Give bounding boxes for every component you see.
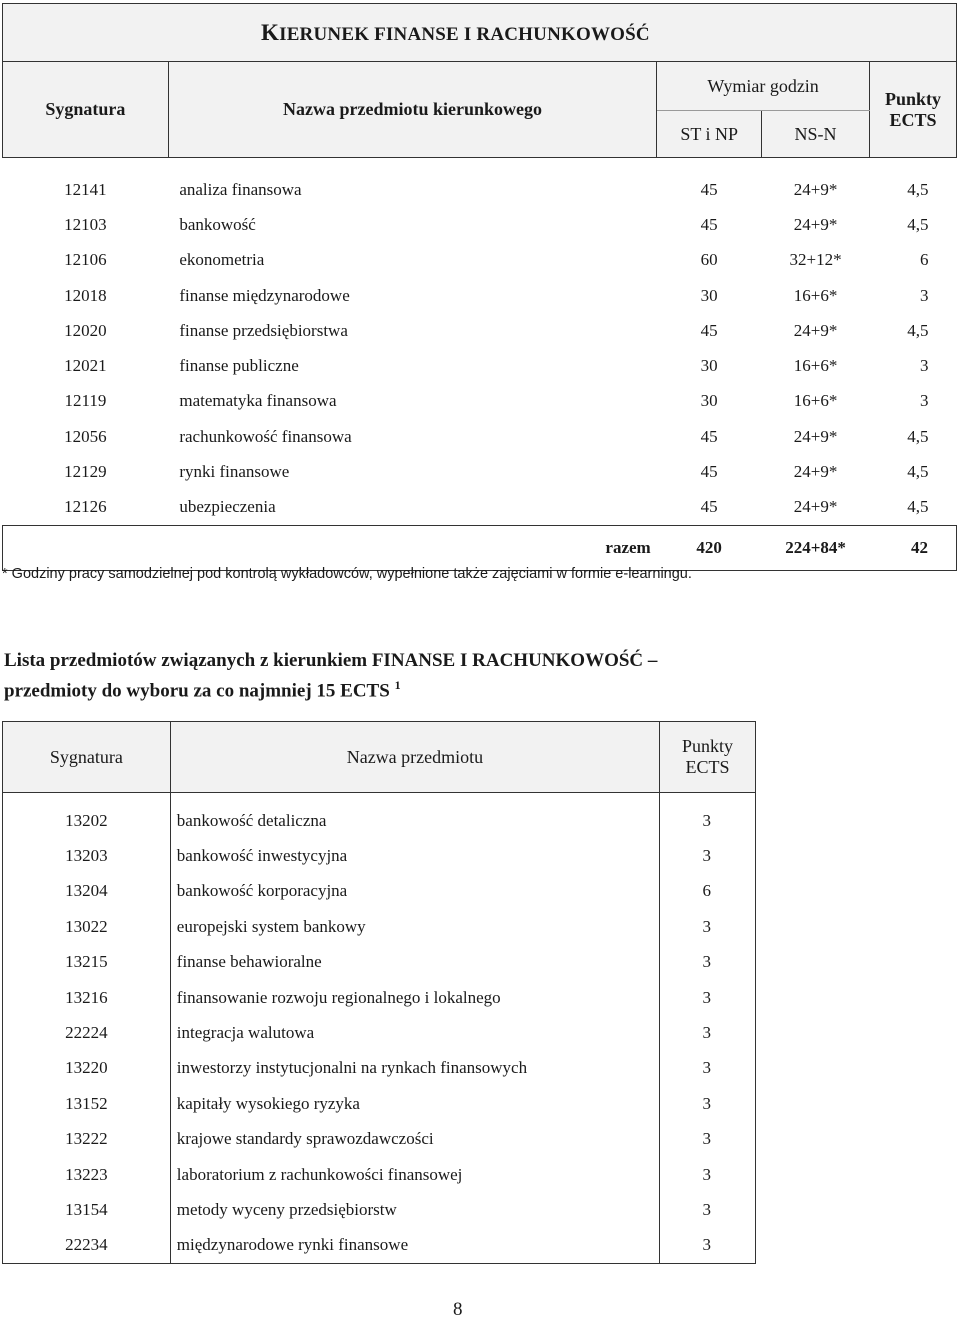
row-subject-name: europejski system bankowy xyxy=(170,909,659,944)
header-signature: Sygnatura xyxy=(3,62,169,158)
total-ects: 42 xyxy=(870,525,957,570)
row-signature: 12018 xyxy=(64,285,107,305)
row-subject-name: finanse przedsiębiorstwa xyxy=(179,320,348,340)
row-subject-name: ekonometria xyxy=(179,250,265,270)
total-ns-n: 224+84* xyxy=(762,525,870,570)
row-st-np: 60 xyxy=(700,250,718,270)
row-ns-n: 32+12* xyxy=(789,250,842,270)
row-subject-name: rynki finansowe xyxy=(179,462,290,482)
row-subject-name: laboratorium z rachunkowości finansowej xyxy=(170,1157,659,1192)
row-signature: 12103 xyxy=(64,214,107,234)
header-subject-name: Nazwa przedmiotu kierunkowego xyxy=(168,62,656,158)
row-ects: 4,5 xyxy=(907,497,929,517)
table-row xyxy=(3,1192,756,1227)
core-subjects-table xyxy=(2,3,957,571)
row-signature: 12056 xyxy=(64,426,107,446)
row-ects: 6 xyxy=(920,250,929,270)
header-ects-2: Punkty ECTS xyxy=(660,722,756,793)
table-row xyxy=(3,980,756,1015)
table-row xyxy=(3,158,957,208)
table-row xyxy=(3,1122,756,1157)
row-subject-name: metody wyceny przedsiębiorstw xyxy=(170,1192,659,1227)
row-ects: 3 xyxy=(660,1157,756,1192)
row-subject-name: finansowanie rozwoju regionalnego i lokalnego xyxy=(170,980,659,1015)
row-signature: 12021 xyxy=(64,356,107,376)
row-signature: 13154 xyxy=(3,1192,171,1227)
table-row xyxy=(3,909,756,944)
row-ects: 3 xyxy=(660,980,756,1015)
table-row xyxy=(3,207,957,242)
elective-title-line1: Lista przedmiotów związanych z kierunkiem FINANSE I RACHUNKOWOŚĆ – xyxy=(4,650,658,671)
table-title: KIERUNEK FINANSE I RACHUNKOWOŚĆ xyxy=(3,4,957,62)
row-ects: 3 xyxy=(660,1051,756,1086)
row-ns-n: 24+9* xyxy=(793,497,838,517)
row-ects: 4,5 xyxy=(907,214,929,234)
row-ns-n: 24+9* xyxy=(793,179,838,199)
header-subject-name-2: Nazwa przedmiotu xyxy=(170,722,659,793)
row-signature: 22234 xyxy=(3,1228,171,1264)
row-subject-name: bankowość xyxy=(179,214,256,234)
row-ects: 3 xyxy=(660,838,756,873)
row-ects: 6 xyxy=(660,874,756,909)
row-ects: 3 xyxy=(660,909,756,944)
row-subject-name: matematyka finansowa xyxy=(179,391,337,411)
row-signature: 13220 xyxy=(3,1051,171,1086)
row-st-np: 30 xyxy=(700,356,718,376)
row-subject-name: finanse behawioralne xyxy=(170,945,659,980)
table-row xyxy=(3,348,957,383)
row-ects: 3 xyxy=(920,356,929,376)
header-hours: Wymiar godzin xyxy=(657,62,870,111)
row-ects: 3 xyxy=(660,1228,756,1264)
row-signature: 13215 xyxy=(3,945,171,980)
row-st-np: 30 xyxy=(700,285,718,305)
header-signature-2: Sygnatura xyxy=(3,722,171,793)
row-signature: 12129 xyxy=(64,462,107,482)
row-ects: 4,5 xyxy=(907,320,929,340)
row-subject-name: finanse międzynarodowe xyxy=(179,285,350,305)
table-row xyxy=(3,454,957,489)
row-signature: 22224 xyxy=(3,1015,171,1050)
row-signature: 13202 xyxy=(3,793,171,839)
page-number: 8 xyxy=(453,1299,463,1320)
row-st-np: 30 xyxy=(700,391,718,411)
row-subject-name: krajowe standardy sprawozdawczości xyxy=(170,1122,659,1157)
row-subject-name: bankowość detaliczna xyxy=(170,793,659,839)
row-st-np: 45 xyxy=(700,320,718,340)
table-row xyxy=(3,793,756,839)
row-ns-n: 16+6* xyxy=(793,391,838,411)
row-signature: 13022 xyxy=(3,909,171,944)
row-subject-name: inwestorzy instytucjonalni na rynkach finansowych xyxy=(170,1051,659,1086)
elective-list-title xyxy=(4,649,924,703)
table-row xyxy=(3,838,756,873)
row-subject-name: finanse publiczne xyxy=(179,356,299,376)
elective-title-line2: przedmioty do wyboru za co najmniej 15 ECTS $^1$ xyxy=(4,678,401,702)
table-row xyxy=(3,278,957,313)
row-ns-n: 24+9* xyxy=(793,214,838,234)
row-signature: 13216 xyxy=(3,980,171,1015)
row-ects: 4,5 xyxy=(907,179,929,199)
row-signature: 12020 xyxy=(64,320,107,340)
row-ns-n: 24+9* xyxy=(793,320,838,340)
total-st-np: 420 xyxy=(657,525,762,570)
core-subjects-body xyxy=(3,158,957,526)
row-st-np: 45 xyxy=(700,462,718,482)
table-row xyxy=(3,1051,756,1086)
table-row xyxy=(3,874,756,909)
row-signature: 13152 xyxy=(3,1086,171,1121)
table-row xyxy=(3,384,957,419)
total-label: razem xyxy=(3,525,657,570)
row-ects: 3 xyxy=(660,1192,756,1227)
table-row xyxy=(3,1157,756,1192)
table-row xyxy=(3,313,957,348)
table-row xyxy=(3,490,957,526)
row-signature: 13204 xyxy=(3,874,171,909)
table-row xyxy=(3,243,957,278)
row-ects: 4,5 xyxy=(907,462,929,482)
table-row xyxy=(3,1228,756,1264)
table-row xyxy=(3,1015,756,1050)
row-subject-name: kapitały wysokiego ryzyka xyxy=(170,1086,659,1121)
row-ns-n: 24+9* xyxy=(793,462,838,482)
row-signature: 12106 xyxy=(64,250,107,270)
row-ects: 3 xyxy=(660,793,756,839)
row-signature: 12141 xyxy=(64,179,107,199)
elective-subjects-body xyxy=(3,793,756,1264)
row-st-np: 45 xyxy=(700,426,718,446)
row-ects: 3 xyxy=(660,945,756,980)
row-ects: 4,5 xyxy=(907,426,929,446)
row-ns-n: 24+9* xyxy=(793,426,838,446)
footnote: * Godziny pracy samodzielnej pod kontrolą wykładowców, wypełnione także zajęciami w formie e-learningu. xyxy=(2,566,692,582)
row-st-np: 45 xyxy=(700,497,718,517)
row-ects: 3 xyxy=(920,391,929,411)
footnote-mark: 1 xyxy=(394,678,401,692)
row-subject-name: analiza finansowa xyxy=(179,179,302,199)
elective-subjects-table xyxy=(2,721,756,1264)
row-subject-name: rachunkowość finansowa xyxy=(179,426,352,446)
row-ns-n: 16+6* xyxy=(793,356,838,376)
row-signature: 12126 xyxy=(64,497,107,517)
row-ns-n: 16+6* xyxy=(793,285,838,305)
table-row xyxy=(3,945,756,980)
row-st-np: 45 xyxy=(700,179,718,199)
row-signature: 13203 xyxy=(3,838,171,873)
table-row xyxy=(3,419,957,454)
row-subject-name: integracja walutowa xyxy=(170,1015,659,1050)
row-subject-name: ubezpieczenia xyxy=(179,497,276,517)
row-signature: 13222 xyxy=(3,1122,171,1157)
row-st-np: 45 xyxy=(700,214,718,234)
row-subject-name: międzynarodowe rynki finansowe xyxy=(170,1228,659,1264)
row-subject-name: bankowość korporacyjna xyxy=(170,874,659,909)
row-signature: 12119 xyxy=(64,391,107,411)
header-st-np: ST i NP xyxy=(657,111,762,158)
header-ects: Punkty ECTS xyxy=(870,62,957,158)
table-row xyxy=(3,1086,756,1121)
row-subject-name: bankowość inwestycyjna xyxy=(170,838,659,873)
row-ects: 3 xyxy=(660,1122,756,1157)
row-signature: 13223 xyxy=(3,1157,171,1192)
row-ects: 3 xyxy=(660,1086,756,1121)
row-ects: 3 xyxy=(920,285,929,305)
header-ns-n: NS-N xyxy=(762,111,870,158)
row-ects: 3 xyxy=(660,1015,756,1050)
